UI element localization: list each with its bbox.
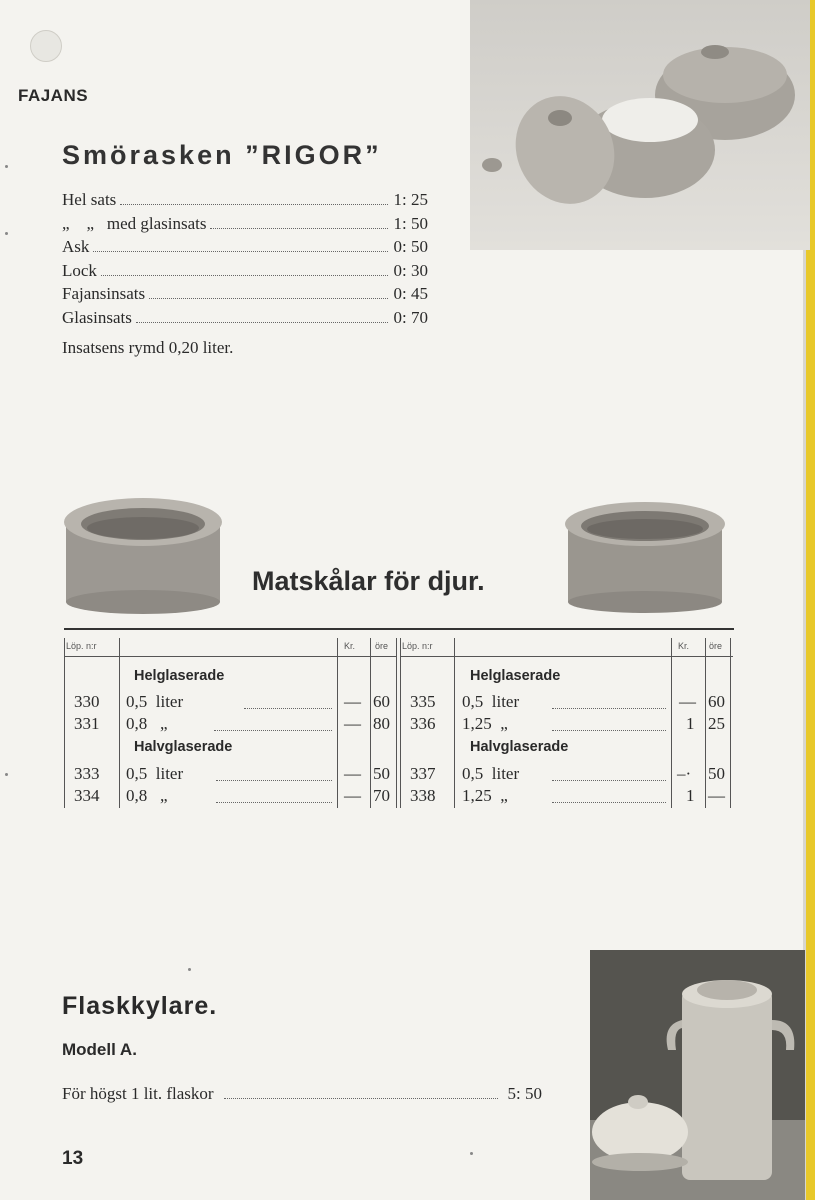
dot-leader xyxy=(214,730,332,731)
paper-speck xyxy=(5,773,8,776)
row-kr: — xyxy=(344,692,361,711)
dot-leader xyxy=(93,251,387,252)
item-name: Hel sats xyxy=(62,190,117,209)
col-divider xyxy=(396,638,397,808)
flask-item: För högst 1 lit. flaskor xyxy=(62,1084,214,1103)
item-name: Lock xyxy=(62,260,97,280)
bowls-title: Matskålar för djur. xyxy=(252,566,485,596)
header-lop: Löp. n:r xyxy=(402,641,433,651)
header-kr: Kr. xyxy=(678,641,690,651)
bowls-table-left xyxy=(64,638,397,808)
row-nr: 337 xyxy=(410,764,436,783)
row-ore: 50 xyxy=(373,764,390,783)
header-rule xyxy=(400,656,733,657)
dot-leader xyxy=(552,780,666,781)
header-rule xyxy=(64,656,397,657)
row-size: 0,5 liter xyxy=(462,764,520,783)
table-top-rule xyxy=(64,628,734,630)
row-size: 0,5 liter xyxy=(126,692,184,711)
row-nr: 333 xyxy=(74,764,100,783)
rigor-capacity-note: Insatsens rymd 0,20 liter. xyxy=(62,338,234,357)
dot-leader xyxy=(216,780,332,781)
item-price: 0: 30 xyxy=(393,260,428,280)
item-price: 0: 50 xyxy=(393,237,428,256)
item-name: Ask xyxy=(62,237,90,256)
row-size: 1,25 „ xyxy=(462,786,508,805)
row-ore: 25 xyxy=(708,714,725,733)
row-ore: 60 xyxy=(708,692,725,711)
col-divider xyxy=(337,638,338,808)
rigor-butter-dish-photo xyxy=(470,0,810,250)
header-kr: Kr. xyxy=(344,641,356,651)
row-kr: –· xyxy=(677,764,692,783)
row-nr: 330 xyxy=(74,692,100,711)
group-heading: Helglaserade xyxy=(134,668,225,684)
row-nr: 335 xyxy=(410,692,436,711)
row-ore: 80 xyxy=(373,714,390,733)
row-nr: 338 xyxy=(410,786,436,805)
item-price: 1: 25 xyxy=(393,190,428,209)
row-ore: 50 xyxy=(708,764,725,783)
item-name: Glasinsats xyxy=(62,307,132,327)
page-number: 13 xyxy=(62,1148,84,1169)
item-price: 1: 50 xyxy=(393,213,428,233)
paper-speck xyxy=(5,232,8,235)
item-name: „ „ med glasinsats xyxy=(62,213,207,233)
row-size: 0,5 liter xyxy=(462,692,520,711)
flask-price-row xyxy=(62,1084,542,1104)
dot-leader xyxy=(216,802,332,803)
price-row xyxy=(62,214,428,238)
item-price: 0: 70 xyxy=(393,307,428,327)
bowls-table-right xyxy=(400,638,733,808)
dot-leader xyxy=(101,275,388,276)
row-ore: — xyxy=(708,786,725,805)
section-label: FAJANS xyxy=(18,86,89,105)
dot-leader xyxy=(244,708,332,709)
row-ore: 60 xyxy=(373,692,390,711)
item-name: Fajansinsats xyxy=(62,284,146,303)
price-row xyxy=(62,284,428,308)
binder-hole xyxy=(30,30,62,62)
paper-speck xyxy=(470,1152,473,1155)
dot-leader xyxy=(120,204,387,205)
col-divider xyxy=(730,638,731,808)
row-kr: 1 xyxy=(686,786,695,805)
row-ore: 70 xyxy=(373,786,390,805)
dot-leader xyxy=(552,708,666,709)
flask-cooler-title: Flaskkylare. xyxy=(62,992,218,1020)
group-heading: Halvglaserade xyxy=(470,739,569,755)
dot-leader xyxy=(224,1098,498,1099)
flask-model: Modell A. xyxy=(62,1040,137,1059)
col-divider xyxy=(64,638,65,808)
group-heading: Helglaserade xyxy=(470,668,561,684)
row-size: 0,5 liter xyxy=(126,764,184,783)
col-divider xyxy=(454,638,455,808)
rigor-title: Smörasken ”RIGOR” xyxy=(62,140,382,170)
dot-leader xyxy=(552,802,666,803)
row-kr: — xyxy=(344,764,361,783)
row-size: 1,25 „ xyxy=(462,714,508,733)
bottle-cooler-photo xyxy=(590,950,805,1200)
header-ore: öre xyxy=(709,641,723,651)
col-divider xyxy=(370,638,371,808)
dot-leader xyxy=(149,298,387,299)
col-divider xyxy=(671,638,672,808)
item-price: 0: 45 xyxy=(393,284,428,303)
price-row xyxy=(62,190,428,214)
dot-leader xyxy=(210,228,387,229)
bowl-photo-right xyxy=(562,498,728,614)
row-kr: — xyxy=(679,692,696,711)
row-nr: 336 xyxy=(410,714,436,733)
header-lop: Löp. n:r xyxy=(66,641,97,651)
rigor-price-list xyxy=(62,190,428,331)
row-nr: 331 xyxy=(74,714,100,733)
flask-price: 5: 50 xyxy=(507,1084,542,1103)
dot-leader xyxy=(552,730,666,731)
price-row xyxy=(62,261,428,285)
group-heading: Halvglaserade xyxy=(134,739,233,755)
row-kr: — xyxy=(344,714,361,733)
header-ore: öre xyxy=(375,641,389,651)
col-divider xyxy=(119,638,120,808)
bowl-photo-left xyxy=(62,492,224,614)
price-row xyxy=(62,237,428,261)
paper-speck xyxy=(188,968,191,971)
row-size: 0,8 „ xyxy=(126,714,168,733)
col-divider xyxy=(400,638,401,808)
row-size: 0,8 „ xyxy=(126,786,168,805)
paper-speck xyxy=(5,165,8,168)
row-kr: 1 xyxy=(686,714,695,733)
col-divider xyxy=(705,638,706,808)
row-nr: 334 xyxy=(74,786,100,805)
row-kr: — xyxy=(344,786,361,805)
dot-leader xyxy=(136,322,388,323)
price-row xyxy=(62,308,428,332)
